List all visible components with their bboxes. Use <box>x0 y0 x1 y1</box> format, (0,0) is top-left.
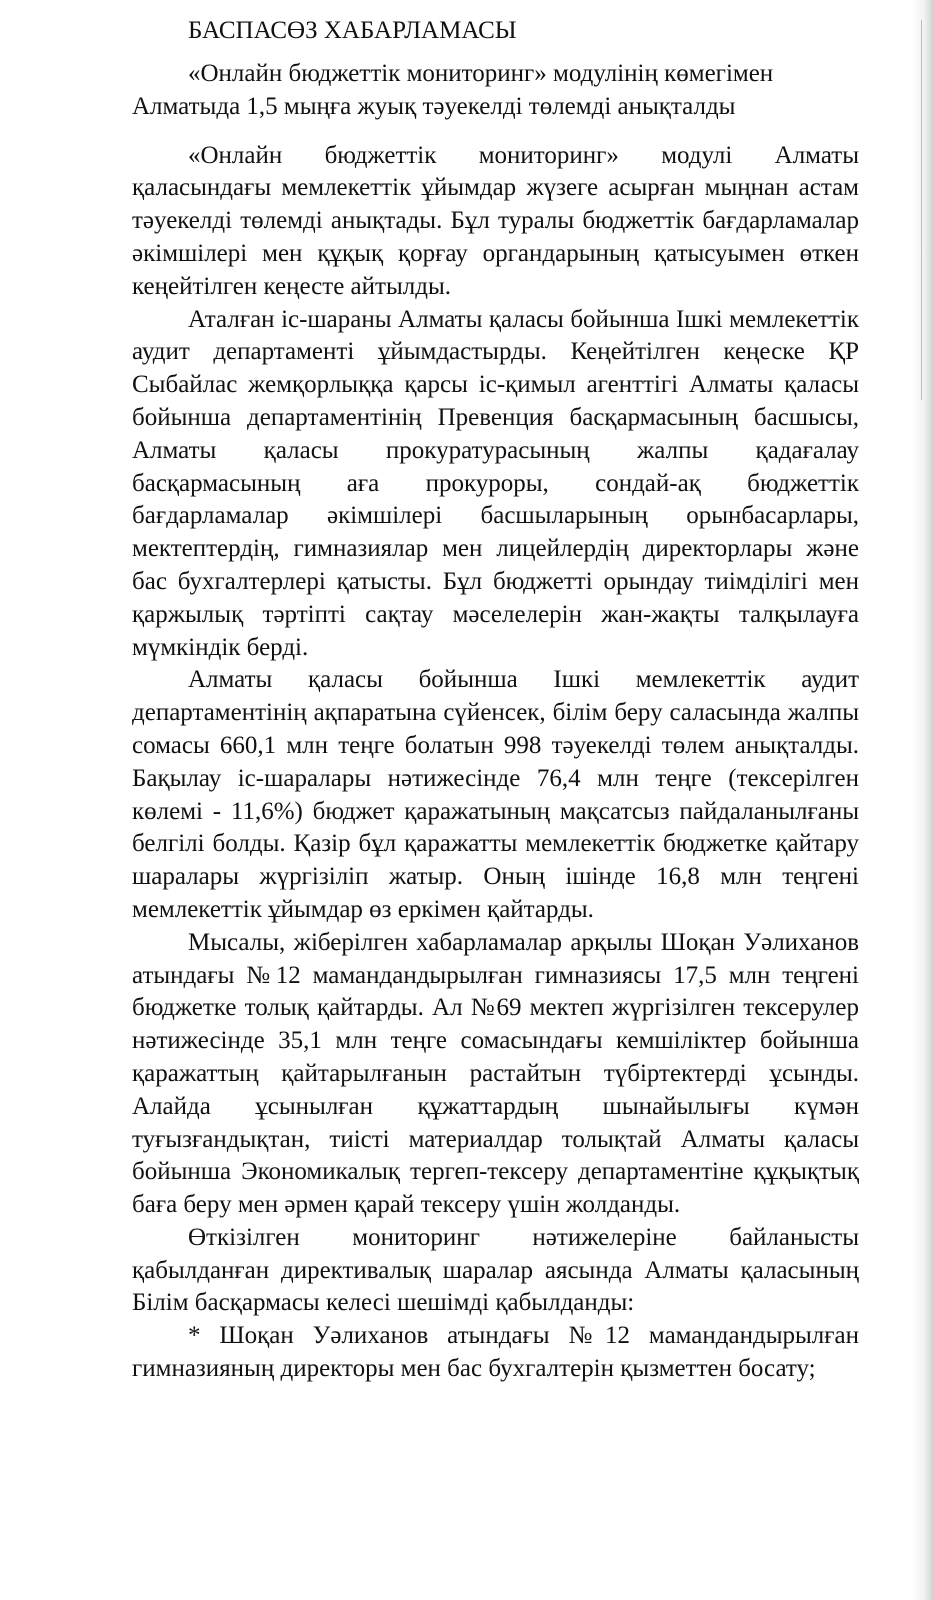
scrollbar-thumb[interactable] <box>921 20 922 400</box>
press-release-document <box>132 14 859 1386</box>
paragraph-event-organizers: Аталған іс-шараны Алматы қаласы бойынша Ішкі мемлекеттік аудит департаменті ұйымдастырды. Кеңейтілген кеңеске ҚР Сыбайлас жемқорлыққа қарсы іс-қимыл агенттігі Алматы қаласы бойынша департаментінің Превенция басқармасының басшысы, Алматы қаласы прокуратурасының жалпы қадағалау басқармасының аға прокуроры, сондай-ақ бюджеттік бағдарламалар әкімшілері басшыларының орынбасарлары, мектептердің, гимназиялар мен лицейлердің директорлары және бас бухгалтерлері қатысты. Бұл бюджетті орындау тиімділігі мен қаржылық тәртіпті сақтау мәселелерін жан-жақты талқылауға мүмкіндік берді. <box>132 305 859 661</box>
paragraph-audit-findings: Алматы қаласы бойынша Ішкі мемлекеттік аудит департаментінің ақпаратына сүйенсек, білім беру саласында жалпы сомасы 660,1 млн теңге болатын 998 тәуекелді төлем анықталды. Бақылау іс-шаралары нәтижесінде 76,4 млн теңге (тексерілген көлемі - 11,6%) бюджет қаражатының мақсатсыз пайдаланылғаны белгілі болды. Қазір бұл қаражатты мемлекеттік бюджетке қайтару шаралары жүргізіліп жатыр. Оның ішінде 16,8 млн теңгені мемлекеттік ұйымдар өз еркімен қайтарды. <box>132 666 859 923</box>
document-subtitle: «Онлайн бюджеттік мониторинг» модулінің көмегімен Алматыда 1,5 мыңға жуық тәуекелді төлемді анықталды <box>132 60 774 120</box>
list-item-decision: * Шоқан Уәлиханов атындағы №12 мамандандырылған гимназияның директоры мен бас бухгалтерін қызметтен босату; <box>132 1322 859 1383</box>
paragraph-examples: Мысалы, жіберілген хабарламалар арқылы Шоқан Уәлиханов атындағы №12 мамандандырылған гимназиясы 17,5 млн теңгені бюджетке толық қайтарды. Ал №69 мектеп жүргізілген тексерулер нәтижесінде 35,1 млн теңге сомасындағы кемшіліктер бойынша қаражаттың қайтарылғанын растайтын түбіртектерді ұсынды. Алайда ұсынылған құжаттардың шынайылығы күмән туғызғандықтан, тиісті материалдар толықтай Алматы қаласы бойынша Экономикалық тергеп-тексеру департаментіне құқықтық баға беру мен әрмен қарай тексеру үшін жолданды. <box>132 928 859 1219</box>
page-scroll-edge[interactable] <box>912 0 934 1600</box>
document-heading: БАСПАСӨЗ ХАБАРЛАМАСЫ <box>188 17 517 44</box>
paragraph-intro: «Онлайн бюджеттік мониторинг» модулі Алматы қаласындағы мемлекеттік ұйымдар жүзеге асырған мыңнан астам тәуекелді төлемді анықтады. Бұл туралы бюджеттік бағдарламалар әкімшілері мен құқық қорғау органдарының қатысуымен өткен кеңейтілген кеңесте айтылды. <box>132 141 859 300</box>
paragraph-measures: Өткізілген мониторинг нәтижелеріне байланысты қабылданған директивалық шаралар аясында Алматы қаласының Білім басқармасы келесі шешімді қабылданды: <box>132 1223 859 1317</box>
